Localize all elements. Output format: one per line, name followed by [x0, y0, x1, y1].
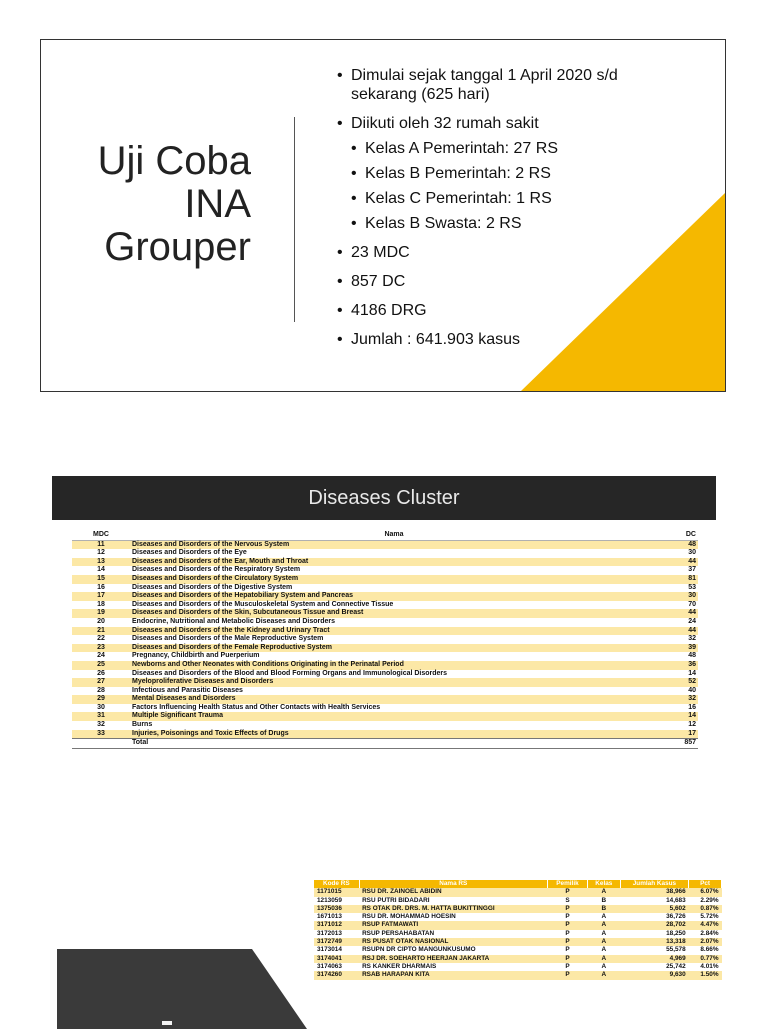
table-row	[72, 584, 698, 593]
kode-rs-cell: 3173014	[317, 946, 342, 954]
mdc-name-cell: Injuries, Poisonings and Toxic Effects of Drugs	[130, 730, 658, 739]
dc-count-cell: 36	[658, 661, 698, 670]
table-row	[72, 635, 698, 644]
slide-diseases-cluster	[52, 476, 716, 846]
dc-count-cell: 16	[688, 703, 696, 711]
pct-cell: 1.50%	[689, 971, 722, 979]
bullet-item	[337, 301, 637, 320]
dc-count-cell: 48	[688, 652, 696, 660]
mdc-code-cell: 21	[72, 627, 130, 636]
kode-rs-cell: 3174041	[314, 955, 359, 963]
nama-rs-cell: RSJ DR. SOEHARTO HEERJAN JAKARTA	[359, 955, 547, 963]
pct-cell: 2.07%	[689, 938, 722, 946]
kelas-cell: A	[601, 913, 607, 921]
jumlah-kasus-cell: 14,683	[666, 896, 686, 904]
kode-rs-cell: 1671013	[317, 913, 342, 921]
nama-rs-cell: RS OTAK DR. DRS. M. HATTA BUKITTINGGI	[359, 905, 547, 913]
mdc-table	[72, 531, 698, 749]
mdc-code-cell: 18	[97, 600, 105, 608]
mdc-code-cell: 25	[72, 661, 130, 670]
pct-cell: 4.01%	[700, 962, 719, 970]
kelas-cell: A	[601, 929, 607, 937]
dc-count-cell: 24	[688, 617, 696, 625]
pemilik-cell: P	[565, 962, 570, 970]
bullet-item	[337, 114, 637, 233]
mdc-name-cell: Diseases and Disorders of the Ear, Mouth and Throat	[130, 558, 658, 567]
mdc-name-cell: Diseases and Disorders of the Eye	[132, 549, 247, 557]
bullet-item	[337, 330, 637, 349]
column-header: Nama RS	[359, 880, 547, 888]
mdc-name-cell: Newborns and Other Neonates with Conditions Originating in the Perinatal Period	[130, 661, 658, 670]
mdc-code-cell: 13	[72, 558, 130, 567]
pct-cell: 0.87%	[689, 905, 722, 913]
mdc-code-cell: 23	[72, 644, 130, 653]
dc-count-cell: 70	[688, 600, 696, 608]
mdc-code-cell: 27	[72, 678, 130, 687]
jumlah-kasus-cell: 36,726	[666, 913, 686, 921]
kelas-cell: A	[587, 888, 620, 896]
nama-rs-cell: RS PUSAT OTAK NASIONAL	[359, 938, 547, 946]
mdc-name-cell: Diseases and Disorders of the Circulatory System	[130, 575, 658, 584]
mdc-code-cell: 19	[72, 609, 130, 618]
mdc-name-cell: Diseases and Disorders of the Digestive System	[132, 583, 293, 591]
mdc-code-cell: 32	[97, 721, 105, 729]
table-row	[72, 687, 698, 696]
table-row	[314, 955, 722, 963]
mdc-name-cell: Diseases and Disorders of the Respiratory System	[132, 566, 301, 574]
dc-count-cell: 39	[658, 644, 698, 653]
dc-count-cell: 81	[658, 575, 698, 584]
mdc-name-cell: Diseases and Disorders of the Nervous System	[130, 540, 658, 549]
table-row	[72, 678, 698, 687]
pct-cell: 2.84%	[700, 929, 719, 937]
sub-bullet-item: • Kelas A Pemerintah: 27 RS	[351, 139, 637, 158]
total-row	[72, 739, 698, 749]
mdc-code-cell: 26	[97, 669, 105, 677]
pct-cell: 6.07%	[689, 888, 722, 896]
pemilik-cell: P	[548, 971, 588, 979]
table-row	[72, 566, 698, 575]
dc-count-cell: 14	[658, 712, 698, 721]
column-header: Kelas	[587, 880, 620, 888]
kode-rs-cell: 3172749	[314, 938, 359, 946]
kelas-cell: A	[587, 921, 620, 929]
dc-count-cell: 30	[658, 592, 698, 601]
sub-bullet-list	[351, 139, 637, 233]
table-row	[314, 971, 722, 979]
nama-rs-cell: RSUP PERSAHABATAN	[362, 929, 435, 937]
dc-count-cell: 30	[688, 549, 696, 557]
jumlah-kasus-cell: 25,742	[666, 962, 686, 970]
total-value: 857	[658, 739, 698, 749]
table-row	[72, 575, 698, 584]
pct-cell: 5.72%	[700, 913, 719, 921]
mdc-code-cell: 11	[72, 540, 130, 549]
mdc-name-cell: Diseases and Disorders of the Male Reproductive System	[132, 635, 324, 643]
mdc-code-cell: 20	[97, 617, 105, 625]
kelas-cell: A	[587, 971, 620, 979]
table-row	[314, 897, 722, 905]
pemilik-cell: P	[548, 921, 588, 929]
mdc-code-cell: 24	[97, 652, 105, 660]
bullet-text: Jumlah : 641.903 kasus	[351, 331, 520, 348]
kelas-cell: A	[587, 955, 620, 963]
mdc-name-cell: Multiple Significant Trauma	[130, 712, 658, 721]
pemilik-cell: P	[548, 888, 588, 896]
table-row	[314, 930, 722, 938]
column-header: Kode RS	[314, 880, 359, 888]
slide-uji-coba	[40, 39, 726, 392]
total-label: Total	[130, 739, 658, 749]
dc-count-cell: 44	[658, 609, 698, 618]
sub-bullet-item: • Kelas B Swasta: 2 RS	[351, 214, 637, 233]
mdc-name-cell: Diseases and Disorders of the Blood and Blood Forming Organs and Immunological Disorders	[132, 669, 448, 677]
jumlah-kasus-cell: 55,578	[666, 946, 686, 954]
pct-cell: 8.66%	[700, 946, 719, 954]
bullet-text: 4186 DRG	[351, 302, 427, 319]
mdc-code-cell: 30	[97, 703, 105, 711]
nama-rs-cell: RSU DR. MOHAMMAD HOESIN	[362, 913, 456, 921]
mdc-code-cell: 17	[72, 592, 130, 601]
nama-rs-cell: RSU DR. ZAINOEL ABIDIN	[359, 888, 547, 896]
mdc-name-cell: Diseases and Disorders of the Musculoskeletal System and Connective Tissue	[132, 600, 394, 608]
dc-count-cell: 17	[658, 730, 698, 739]
jumlah-kasus-cell: 5,602	[620, 905, 688, 913]
jumlah-kasus-cell: 13,318	[620, 938, 688, 946]
table-row	[72, 695, 698, 704]
mdc-name-cell: Pregnancy, Childbirth and Puerperium	[132, 652, 260, 660]
mdc-code-cell: 28	[97, 686, 105, 694]
column-header: Nama	[130, 531, 658, 540]
table-row	[72, 704, 698, 713]
mdc-name-cell: Diseases and Disorders of the Hepatobiliary System and Pancreas	[130, 592, 658, 601]
table-header-row	[314, 880, 722, 888]
jumlah-kasus-cell: 18,250	[666, 929, 686, 937]
kelas-cell: A	[587, 938, 620, 946]
kode-rs-cell: 3171012	[314, 921, 359, 929]
mdc-name-cell: Endocrine, Nutritional and Metabolic Diseases and Disorders	[132, 617, 336, 625]
table-row	[314, 888, 722, 896]
mdc-code-cell: 12	[97, 549, 105, 557]
kode-rs-cell: 3174063	[317, 962, 342, 970]
divider	[294, 117, 295, 322]
bullet-text: 23 MDC	[351, 244, 410, 261]
table-row	[72, 540, 698, 549]
kelas-cell: A	[601, 962, 607, 970]
mdc-code-cell: 22	[97, 635, 105, 643]
table-body	[314, 888, 722, 979]
dc-count-cell: 44	[658, 627, 698, 636]
column-header: Pct	[689, 880, 722, 888]
slide-title: Uji Coba INA Grouper	[97, 139, 251, 269]
kelas-cell: B	[587, 905, 620, 913]
mdc-name-cell: Burns	[132, 721, 153, 729]
dc-count-cell: 40	[688, 686, 696, 694]
kelas-cell: B	[601, 896, 607, 904]
dc-count-cell: 44	[658, 558, 698, 567]
bullet-list	[337, 66, 637, 359]
mdc-code-cell: 15	[72, 575, 130, 584]
bullet-text: Diikuti oleh 32 rumah sakit	[351, 115, 539, 132]
column-header: Jumlah Kasus	[620, 880, 688, 888]
kode-rs-cell: 1375036	[314, 905, 359, 913]
mdc-name-cell: Myeloproliferative Diseases and Disorders	[130, 678, 658, 687]
jumlah-kasus-cell: 9,630	[620, 971, 688, 979]
mdc-name-cell: Diseases and Disorders of the the Kidney and Urinary Tract	[130, 627, 658, 636]
table-row	[72, 721, 698, 730]
kode-rs-cell: 1171015	[314, 888, 359, 896]
column-header: MDC	[72, 531, 130, 540]
table-row	[72, 644, 698, 653]
pct-cell: 2.29%	[700, 896, 719, 904]
table-row	[72, 652, 698, 661]
table-body	[72, 540, 698, 748]
nama-rs-cell: RSU PUTRI BIDADARI	[362, 896, 430, 904]
dc-count-cell: 53	[688, 583, 696, 591]
column-header: Pemilik	[548, 880, 588, 888]
mdc-code-cell: 16	[97, 583, 105, 591]
kode-rs-cell: 3172013	[317, 929, 342, 937]
dc-count-cell: 14	[688, 669, 696, 677]
bullet-text: Dimulai sejak tanggal 1 April 2020 s/d sekarang (625 hari)	[351, 67, 618, 103]
dc-count-cell: 52	[658, 678, 698, 687]
jumlah-kasus-cell: 28,702	[620, 921, 688, 929]
total-spacer	[72, 739, 130, 749]
bullet-item	[337, 243, 637, 262]
kode-rs-cell: 1213059	[317, 896, 342, 904]
mdc-code-cell: 14	[97, 566, 105, 574]
sub-bullet-item: • Kelas C Pemerintah: 1 RS	[351, 189, 637, 208]
pemilik-cell: P	[548, 905, 588, 913]
table-row	[314, 905, 722, 913]
table-row	[72, 609, 698, 618]
pemilik-cell: S	[565, 896, 570, 904]
table-row	[72, 618, 698, 627]
bullet-item	[337, 272, 637, 291]
nama-rs-cell: RSUPN DR CIPTO MANGUNKUSUMO	[362, 946, 476, 954]
mdc-name-cell: Diseases and Disorders of the Skin, Subcutaneous Tissue and Breast	[130, 609, 658, 618]
pemilik-cell: P	[548, 955, 588, 963]
table-row	[314, 946, 722, 954]
column-header: DC	[658, 531, 698, 540]
mdc-code-cell: 29	[72, 695, 130, 704]
mdc-name-cell: Infectious and Parasitic Diseases	[132, 686, 243, 694]
table-header-row	[72, 531, 698, 540]
mdc-name-cell: Factors Influencing Health Status and Other Contacts with Health Services	[132, 703, 381, 711]
sub-bullet-item: • Kelas B Pemerintah: 2 RS	[351, 164, 637, 183]
pemilik-cell: P	[565, 913, 570, 921]
jumlah-kasus-cell: 38,966	[620, 888, 688, 896]
table-row	[72, 627, 698, 636]
kelas-cell: A	[601, 946, 607, 954]
dc-count-cell: 32	[688, 635, 696, 643]
pct-cell: 4.47%	[689, 921, 722, 929]
mdc-code-cell: 31	[72, 712, 130, 721]
nama-rs-cell: RSUP FATMAWATI	[359, 921, 547, 929]
table-row	[314, 913, 722, 921]
dc-count-cell: 32	[658, 695, 698, 704]
pemilik-cell: P	[565, 946, 570, 954]
hospital-table	[314, 880, 722, 980]
table-row	[72, 592, 698, 601]
bullet-text: 857 DC	[351, 273, 406, 290]
table-row	[72, 670, 698, 679]
dc-count-cell: 12	[688, 721, 696, 729]
pemilik-cell: P	[565, 929, 570, 937]
table-row	[72, 601, 698, 610]
table-row	[72, 712, 698, 721]
table-row	[314, 938, 722, 946]
dark-shape	[57, 949, 307, 1029]
pct-cell: 0.77%	[689, 955, 722, 963]
kode-rs-cell: 3174260	[314, 971, 359, 979]
nama-rs-cell: RS KANKER DHARMAIS	[362, 962, 437, 970]
table-row	[72, 730, 698, 739]
table-row	[72, 558, 698, 567]
mdc-name-cell: Diseases and Disorders of the Female Reproductive System	[130, 644, 658, 653]
bullet-item	[337, 66, 637, 104]
dc-count-cell: 37	[688, 566, 696, 574]
slide-title: Diseases Cluster	[52, 476, 716, 520]
dc-count-cell: 48	[658, 540, 698, 549]
table-row	[72, 549, 698, 558]
table-row	[314, 921, 722, 929]
decorative-mark	[162, 1021, 172, 1025]
pemilik-cell: P	[548, 938, 588, 946]
table-row	[72, 661, 698, 670]
mdc-code-cell: 33	[72, 730, 130, 739]
jumlah-kasus-cell: 4,969	[620, 955, 688, 963]
nama-rs-cell: RSAB HARAPAN KITA	[359, 971, 547, 979]
table-row	[314, 963, 722, 971]
mdc-name-cell: Mental Diseases and Disorders	[130, 695, 658, 704]
